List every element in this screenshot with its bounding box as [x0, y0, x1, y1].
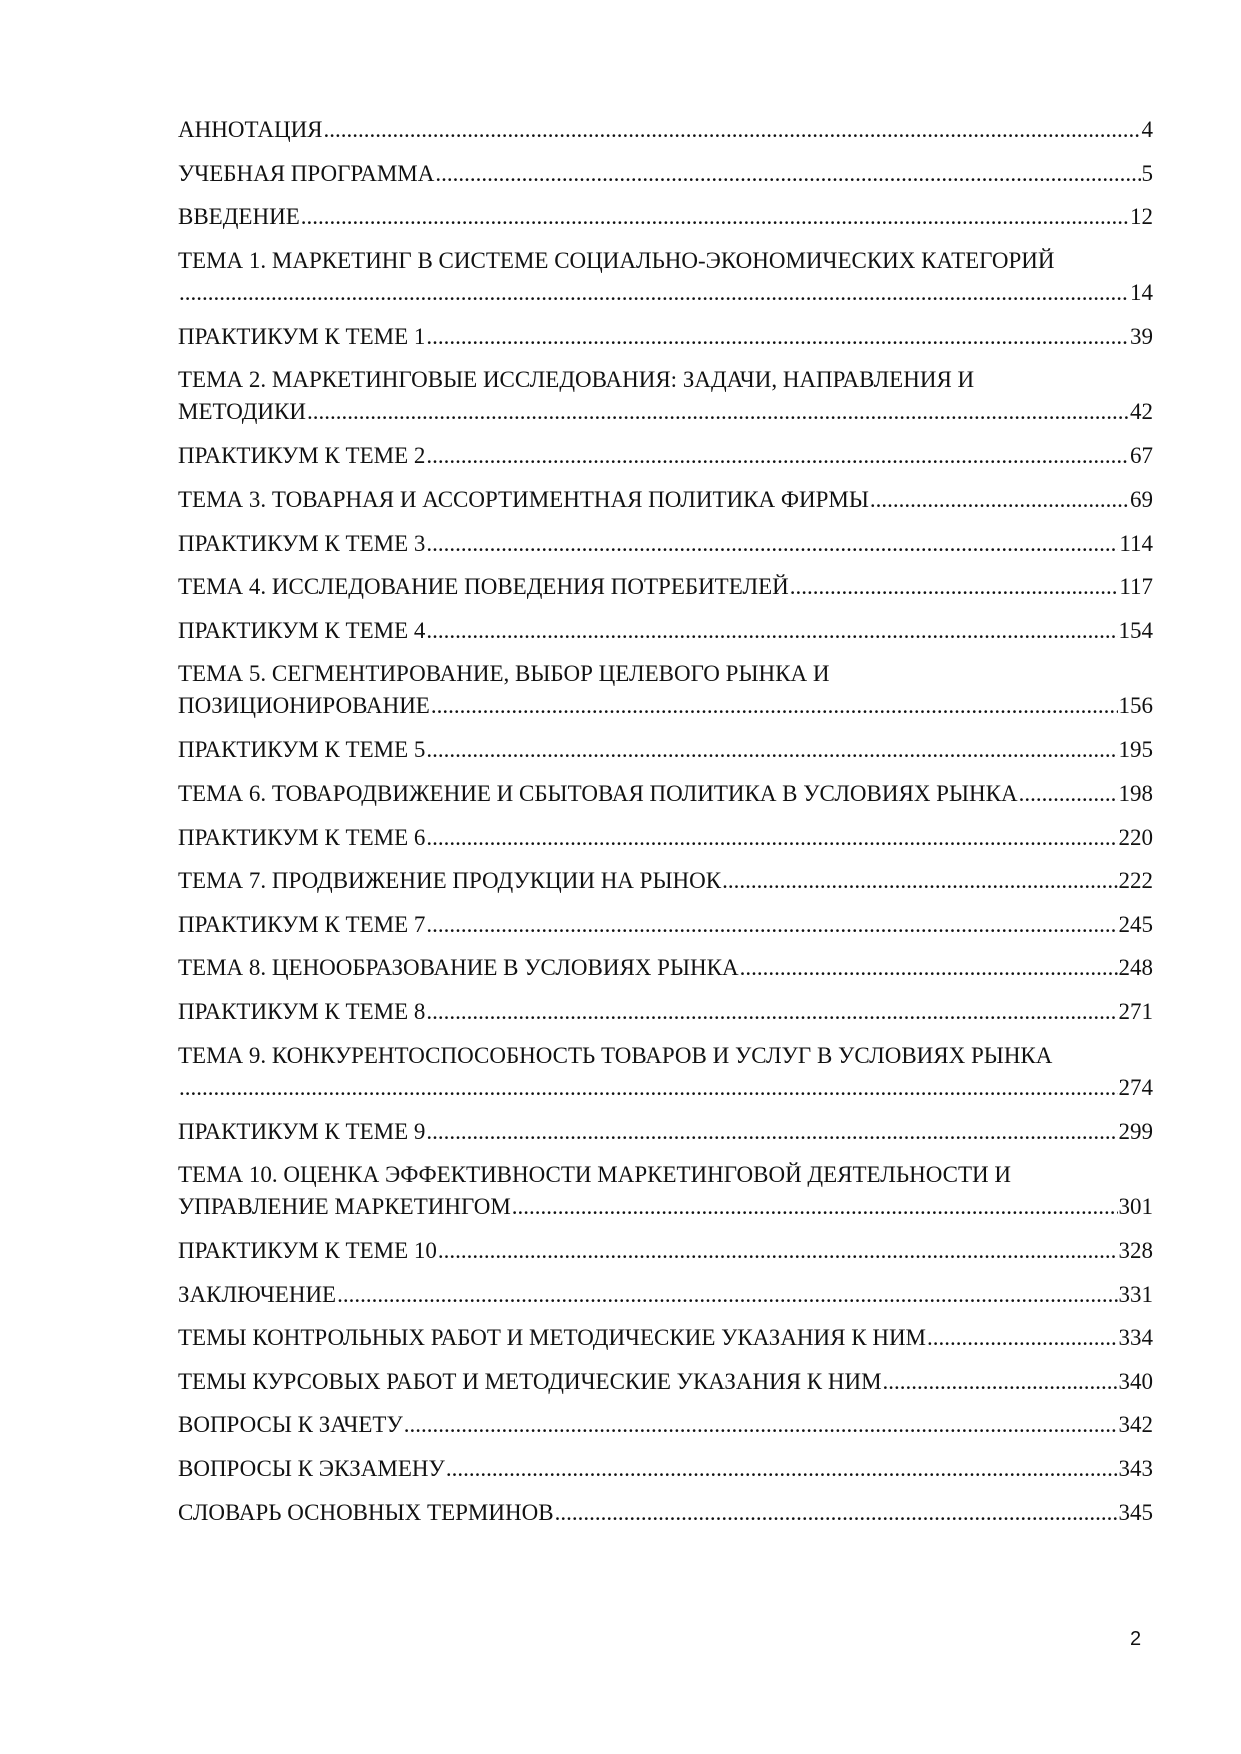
- toc-entry-title: ТЕМА 5. СЕГМЕНТИРОВАНИЕ, ВЫБОР ЦЕЛЕВОГО РЫНКА И: [178, 661, 830, 687]
- toc-entry[interactable]: [178, 734, 1153, 778]
- toc-entry[interactable]: [178, 158, 1153, 202]
- toc-leader-dots: [740, 952, 1118, 984]
- toc-entry[interactable]: [178, 321, 1153, 365]
- toc-entry-title: ПРАКТИКУМ К ТЕМЕ 6: [178, 824, 426, 850]
- toc-entry[interactable]: [178, 245, 1153, 321]
- toc-entry[interactable]: [178, 952, 1153, 996]
- toc-entry-page: 198: [1118, 780, 1153, 806]
- toc-entry-title: ТЕМА 3. ТОВАРНАЯ И АССОРТИМЕНТНАЯ ПОЛИТИКА ФИРМЫ: [178, 486, 869, 512]
- toc-entry-title: ЗАКЛЮЧЕНИЕ: [178, 1281, 337, 1307]
- toc-entry-title: ПРАКТИКУМ К ТЕМЕ 1: [178, 323, 426, 349]
- toc-entry-page: 12: [1130, 204, 1153, 230]
- toc-entry[interactable]: [178, 865, 1153, 909]
- toc-leader-dots: [307, 396, 1129, 428]
- toc-entry[interactable]: [178, 778, 1153, 822]
- toc-entry-title-continued: ПОЗИЦИОНИРОВАНИЕ: [178, 693, 430, 719]
- toc-entry-title: ПРАКТИКУМ К ТЕМЕ 4: [178, 617, 426, 643]
- toc-entry-title: ТЕМА 1. МАРКЕТИНГ В СИСТЕМЕ СОЦИАЛЬНО-ЭКОНОМИЧЕСКИХ КАТЕГОРИЙ: [178, 247, 1055, 273]
- toc-leader-dots: [722, 865, 1117, 897]
- toc-entry-title-continued: МЕТОДИКИ: [178, 399, 306, 425]
- toc-entry[interactable]: [178, 1159, 1153, 1235]
- toc-entry[interactable]: [178, 1040, 1153, 1116]
- toc-entry-title: ТЕМА 6. ТОВАРОДВИЖЕНИЕ И СБЫТОВАЯ ПОЛИТИКА В УСЛОВИЯХ РЫНКА: [178, 780, 1018, 806]
- toc-leader-dots: [446, 1453, 1118, 1485]
- toc-leader-dots: [324, 114, 1141, 146]
- toc-entry[interactable]: [178, 1366, 1153, 1410]
- toc-entry-title: ТЕМА 10. ОЦЕНКА ЭФФЕКТИВНОСТИ МАРКЕТИНГОВОЙ ДЕЯТЕЛЬНОСТИ И: [178, 1162, 1011, 1188]
- toc-entry-page: 345: [1118, 1499, 1153, 1525]
- toc-entry-page: 328: [1118, 1238, 1153, 1264]
- toc-entry-page: 301: [1118, 1194, 1153, 1220]
- toc-entry-page: 271: [1118, 998, 1153, 1024]
- toc-leader-dots: [426, 321, 1129, 353]
- toc-entry-page: 245: [1118, 911, 1153, 937]
- toc-entry-title: ТЕМА 2. МАРКЕТИНГОВЫЕ ИССЛЕДОВАНИЯ: ЗАДАЧИ, НАПРАВЛЕНИЯ И: [178, 367, 975, 393]
- toc-entry[interactable]: [178, 1409, 1153, 1453]
- toc-entry[interactable]: [178, 364, 1153, 440]
- toc-entry[interactable]: [178, 1453, 1153, 1497]
- toc-entry-page: 195: [1118, 737, 1153, 763]
- toc-entry[interactable]: [178, 1235, 1153, 1279]
- toc-entry-title: ПРАКТИКУМ К ТЕМЕ 7: [178, 911, 426, 937]
- toc-entry-page: 248: [1118, 955, 1153, 981]
- toc-entry-page: 67: [1130, 443, 1153, 469]
- toc-entry[interactable]: [178, 528, 1153, 572]
- toc-entry-page: 274: [1118, 1074, 1153, 1100]
- toc-entry-page: 334: [1118, 1325, 1153, 1351]
- toc-leader-dots: [1019, 778, 1118, 810]
- toc-entry[interactable]: [178, 571, 1153, 615]
- toc-entry-title: ТЕМА 8. ЦЕНООБРАЗОВАНИЕ В УСЛОВИЯХ РЫНКА: [178, 955, 739, 981]
- toc-entry-title: ТЕМА 7. ПРОДВИЖЕНИЕ ПРОДУКЦИИ НА РЫНОК: [178, 868, 722, 894]
- toc-entry[interactable]: [178, 440, 1153, 484]
- toc-entry[interactable]: [178, 822, 1153, 866]
- table-of-contents: [178, 114, 1153, 1540]
- toc-leader-dots: [337, 1279, 1117, 1311]
- toc-entry[interactable]: [178, 1497, 1153, 1541]
- toc-entry-page: 4: [1141, 117, 1153, 142]
- toc-entry-page: 342: [1118, 1412, 1153, 1438]
- toc-entry[interactable]: [178, 114, 1153, 158]
- page-number: 2: [1130, 1628, 1142, 1650]
- toc-leader-dots: [435, 158, 1140, 190]
- toc-entry[interactable]: [178, 201, 1153, 245]
- toc-entry[interactable]: [178, 1322, 1153, 1366]
- toc-entry[interactable]: [178, 1116, 1153, 1160]
- toc-leader-dots: [790, 571, 1119, 603]
- toc-entry-title-continued: УПРАВЛЕНИЕ МАРКЕТИНГОМ: [178, 1194, 511, 1220]
- toc-leader-dots: [426, 528, 1118, 560]
- toc-entry-page: 5: [1141, 160, 1153, 186]
- toc-entry-title: ПРАКТИКУМ К ТЕМЕ 10: [178, 1238, 437, 1264]
- toc-entry-title: ПРАКТИКУМ К ТЕМЕ 8: [178, 998, 426, 1024]
- toc-leader-dots: [426, 996, 1117, 1028]
- toc-leader-dots: [438, 1235, 1118, 1267]
- toc-entry-title: СЛОВАРЬ ОСНОВНЫХ ТЕРМИНОВ: [178, 1499, 554, 1525]
- toc-entry[interactable]: [178, 615, 1153, 659]
- toc-entry-title: АННОТАЦИЯ: [178, 117, 323, 142]
- toc-entry[interactable]: [178, 996, 1153, 1040]
- toc-entry-title: ТЕМА 9. КОНКУРЕНТОСПОСОБНОСТЬ ТОВАРОВ И УСЛУГ В УСЛОВИЯХ РЫНКА: [178, 1042, 1053, 1068]
- toc-entry-page: 222: [1118, 868, 1153, 894]
- toc-entry-title: ТЕМА 4. ИССЛЕДОВАНИЕ ПОВЕДЕНИЯ ПОТРЕБИТЕЛЕЙ: [178, 574, 789, 600]
- toc-entry-title: ПРАКТИКУМ К ТЕМЕ 5: [178, 737, 426, 763]
- toc-leader-dots: [512, 1191, 1118, 1223]
- toc-entry-page: 299: [1118, 1118, 1153, 1144]
- toc-entry-title: ТЕМЫ КУРСОВЫХ РАБОТ И МЕТОДИЧЕСКИЕ УКАЗАНИЯ К НИМ: [178, 1368, 882, 1394]
- toc-leader-dots: [431, 690, 1118, 722]
- toc-entry[interactable]: [178, 1279, 1153, 1323]
- toc-entry-title: ВОПРОСЫ К ЗАЧЕТУ: [178, 1412, 403, 1438]
- toc-entry-page: 42: [1130, 399, 1153, 425]
- toc-entry-page: 39: [1130, 323, 1153, 349]
- toc-entry-page: 340: [1118, 1368, 1153, 1394]
- toc-leader-dots: [426, 615, 1117, 647]
- toc-entry-page: 14: [1130, 279, 1153, 305]
- toc-leader-dots: [179, 277, 1129, 309]
- toc-leader-dots: [555, 1497, 1118, 1529]
- toc-leader-dots: [426, 1116, 1117, 1148]
- toc-leader-dots: [927, 1322, 1117, 1354]
- toc-entry-title: ПРАКТИКУМ К ТЕМЕ 9: [178, 1118, 426, 1144]
- toc-entry-page: 156: [1118, 693, 1153, 719]
- toc-leader-dots: [883, 1366, 1118, 1398]
- toc-entry[interactable]: [178, 909, 1153, 953]
- toc-entry-page: 331: [1118, 1281, 1153, 1307]
- toc-entry-title: ПРАКТИКУМ К ТЕМЕ 3: [178, 530, 426, 556]
- toc-leader-dots: [426, 440, 1129, 472]
- toc-entry-page: 117: [1119, 574, 1153, 600]
- toc-entry-page: 220: [1118, 824, 1153, 850]
- toc-entry-title: ПРАКТИКУМ К ТЕМЕ 2: [178, 443, 426, 469]
- toc-leader-dots: [404, 1409, 1118, 1441]
- toc-leader-dots: [426, 822, 1117, 854]
- toc-leader-dots: [426, 734, 1117, 766]
- toc-leader-dots: [179, 1072, 1118, 1104]
- toc-entry-title: УЧЕБНАЯ ПРОГРАММА: [178, 160, 435, 186]
- toc-entry-page: 343: [1118, 1456, 1153, 1482]
- toc-entry-title: ВВЕДЕНИЕ: [178, 204, 300, 230]
- toc-entry-page: 154: [1118, 617, 1153, 643]
- toc-entry-page: 69: [1130, 486, 1153, 512]
- toc-entry[interactable]: [178, 658, 1153, 734]
- toc-entry-title: ТЕМЫ КОНТРОЛЬНЫХ РАБОТ И МЕТОДИЧЕСКИЕ УКАЗАНИЯ К НИМ: [178, 1325, 927, 1351]
- toc-entry-page: 114: [1119, 530, 1153, 556]
- toc-leader-dots: [870, 484, 1129, 516]
- toc-entry-title: ВОПРОСЫ К ЭКЗАМЕНУ: [178, 1456, 445, 1482]
- toc-leader-dots: [301, 201, 1129, 233]
- toc-entry[interactable]: [178, 484, 1153, 528]
- toc-leader-dots: [426, 909, 1117, 941]
